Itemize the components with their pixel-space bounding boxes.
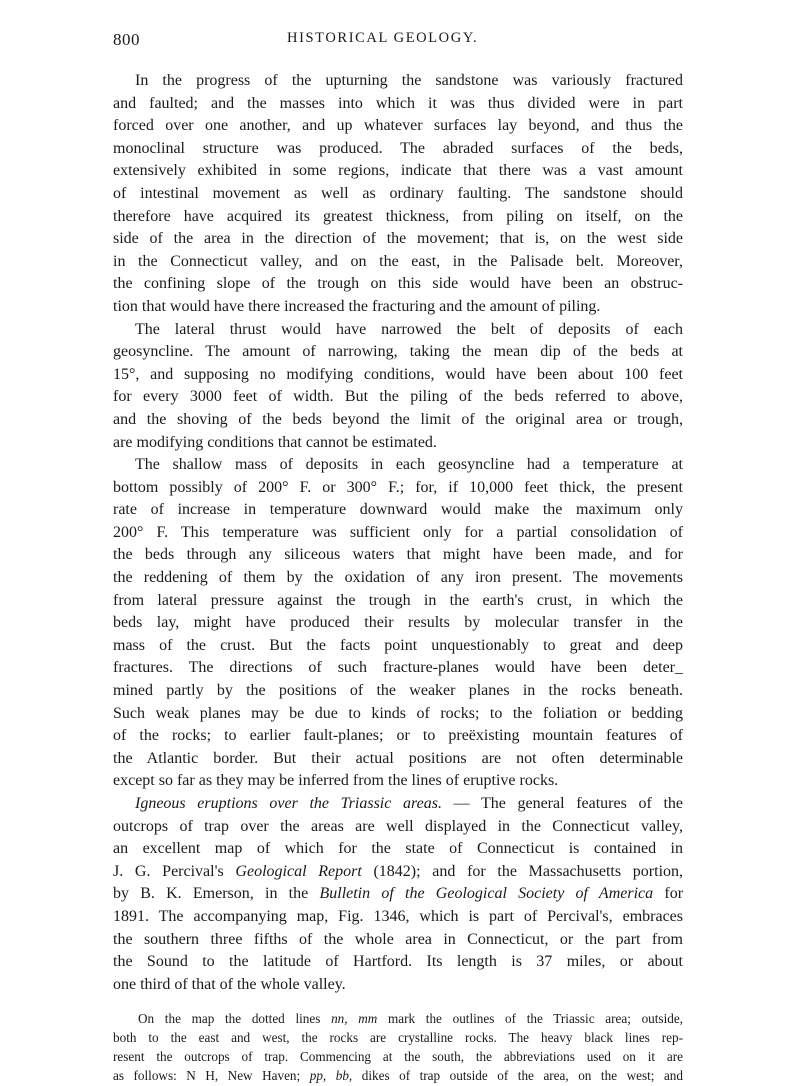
text-fragment: dikes of trap outside of the area, on the west; and <box>352 1067 683 1083</box>
text-line: except so far as they may be inferred from the lines of eruptive rocks. <box>113 772 559 790</box>
text-line: geosyncline. The amount of narrowing, taking the mean dip of the beds at <box>113 343 683 361</box>
text-line <box>113 883 683 906</box>
text-line: fractures. The directions of such fracture-planes would have been deter_ <box>113 659 683 677</box>
text-line: the beds through any siliceous waters that might have been made, and for <box>113 546 683 564</box>
text-fragment: J. G. Percival's <box>113 862 236 880</box>
text-fragment: pp, bb, <box>309 1067 353 1083</box>
text-line: side of the area in the direction of the movement; that is, on the west side <box>113 230 683 248</box>
text-fragment: — The general features of the <box>441 795 683 812</box>
text-line: The lateral thrust would have narrowed the belt of deposits of each <box>135 320 683 338</box>
running-title: HISTORICAL GEOLOGY. <box>287 30 479 46</box>
text-line: mined partly by the positions of the weaker planes in the rocks beneath. <box>113 682 683 700</box>
text-line <box>113 1010 683 1029</box>
text-line: extensively exhibited in some regions, indicate that there was a vast amount <box>113 162 683 180</box>
text-line: 200° F. This temperature was sufficient only for a partial consolidation of <box>113 523 683 541</box>
text-line: an excellent map of which for the state of Connecticut is contained in <box>113 840 683 858</box>
text-line: 1891. The accompanying map, Fig. 1346, which is part of Percival's, embraces <box>113 907 683 925</box>
text-line: of intestinal movement as well as ordinary faulting. The sandstone should <box>113 184 683 202</box>
figure-note <box>113 1010 683 1085</box>
text-line <box>113 861 683 884</box>
text-line: tion that would have there increased the fracturing and the amount of piling. <box>113 297 601 315</box>
text-fragment: as follows: N H, New Haven; <box>113 1067 310 1083</box>
text-fragment: On the map the dotted lines <box>138 1011 332 1027</box>
text-line <box>113 793 683 816</box>
cited-title: Bulletin of the Geological Society of America <box>319 885 654 903</box>
text-line: mass of the crust. But the facts point unquestionably to great and deep <box>113 636 683 654</box>
text-line: forced over one another, and up whatever surfaces lay beyond, and thus the <box>113 117 683 135</box>
section-heading: Igneous eruptions over the Triassic areas. <box>135 795 442 812</box>
body-text <box>113 70 683 996</box>
text-line: In the progress of the upturning the sandstone was variously fractured <box>135 72 683 89</box>
text-line: in the Connecticut valley, and on the east, in the Palisade belt. Moreover, <box>113 252 683 270</box>
text-line: monoclinal structure was produced. The abraded surfaces of the beds, <box>113 139 683 157</box>
text-line: outcrops of trap over the areas are well displayed in the Connecticut valley, <box>113 817 683 835</box>
text-fragment: by B. K. Emerson, in the <box>113 885 320 903</box>
text-line: the Atlantic border. But their actual positions are not often determinable <box>113 749 683 767</box>
text-line <box>113 1067 683 1086</box>
text-line: of the rocks; to earlier fault-planes; or to preëxisting mountain features of <box>113 727 683 745</box>
text-line: 15°, and supposing no modifying conditions, would have been about 100 feet <box>113 365 683 383</box>
text-line: Such weak planes may be due to kinds of rocks; to the foliation or bedding <box>113 704 683 722</box>
text-line: bottom possibly of 200° F. or 300° F.; for, if 10,000 feet thick, the present <box>113 478 683 496</box>
document-page <box>113 30 683 1086</box>
text-line: the southern three fifths of the whole area in Connecticut, or the part from <box>113 930 683 948</box>
text-line: The shallow mass of deposits in each geosyncline had a temperature at <box>135 456 683 474</box>
text-fragment: nn, mm <box>331 1011 378 1027</box>
text-line: the reddening of them by the oxidation of any iron present. The movements <box>113 569 683 587</box>
text-line: one third of that of the whole valley. <box>113 975 346 993</box>
running-head <box>113 30 683 56</box>
text-line: and faulted; and the masses into which it was thus divided were in part <box>113 94 683 112</box>
text-line: the Sound to the latitude of Hartford. Its length is 37 miles, or about <box>113 953 683 971</box>
text-fragment: (1842); and for the Massachusetts portion, <box>361 862 683 880</box>
text-line: rate of increase in temperature downward would make the maximum only <box>113 501 683 519</box>
text-line: the confining slope of the trough on this side would have been an obstruc- <box>113 275 683 293</box>
text-line: therefore have acquired its greatest thickness, from piling on itself, on the <box>113 207 683 225</box>
text-line: beds lay, might have produced their results by molecular transfer in the <box>113 614 683 632</box>
text-line: resent the outcrops of trap. Commencing at the south, the abbreviations used on it are <box>113 1048 683 1064</box>
text-fragment: for <box>653 885 683 903</box>
page-number: 800 <box>113 30 140 49</box>
text-line: are modifying conditions that cannot be estimated. <box>113 433 437 451</box>
text-line: from lateral pressure against the trough in the earth's crust, in which the <box>113 591 683 609</box>
text-line: and the shoving of the beds beyond the limit of the original area or trough, <box>113 410 683 428</box>
text-line: for every 3000 feet of width. But the piling of the beds referred to above, <box>113 388 683 406</box>
text-line: both to the east and west, the rocks are crystalline rocks. The heavy black lines rep- <box>113 1030 683 1046</box>
text-fragment: mark the outlines of the Triassic area; outside, <box>377 1011 683 1027</box>
cited-title: Geological Report <box>235 862 362 880</box>
